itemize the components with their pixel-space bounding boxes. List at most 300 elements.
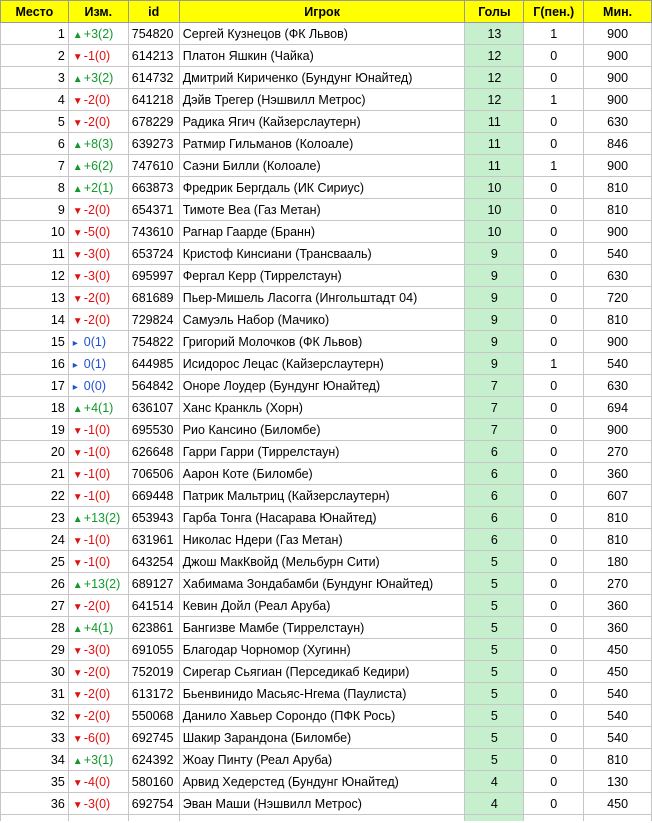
table-row[interactable] <box>1 617 652 639</box>
cell-player[interactable]: Сергей Кузнецов (ФК Львов) <box>179 23 465 45</box>
cell-change[interactable] <box>68 155 128 177</box>
cell-goals[interactable]: 7 <box>465 375 524 397</box>
cell-id[interactable]: 631961 <box>128 529 179 551</box>
cell-change[interactable] <box>68 485 128 507</box>
cell-goals[interactable]: 6 <box>465 463 524 485</box>
table-row[interactable] <box>1 507 652 529</box>
table-row[interactable] <box>1 89 652 111</box>
cell-id[interactable]: 654371 <box>128 199 179 221</box>
cell-id[interactable]: 564842 <box>128 375 179 397</box>
cell-player[interactable]: Джош МакКвойд (Мельбурн Сити) <box>179 551 465 573</box>
table-row[interactable] <box>1 397 652 419</box>
cell-pen[interactable]: 0 <box>524 309 584 331</box>
cell-min[interactable]: 900 <box>584 23 652 45</box>
cell-player[interactable]: Кевин Дойл (Реал Аруба) <box>179 595 465 617</box>
cell-id[interactable]: 752019 <box>128 661 179 683</box>
table-row[interactable] <box>1 727 652 749</box>
cell-player[interactable]: Платон Яшкин (Чайка) <box>179 45 465 67</box>
table-row[interactable] <box>1 375 652 397</box>
cell-change[interactable] <box>68 661 128 683</box>
cell-id[interactable]: 580160 <box>128 771 179 793</box>
cell-player[interactable]: Шакир Зарандона (Биломбе) <box>179 727 465 749</box>
cell-rank[interactable]: 25 <box>1 551 69 573</box>
table-row[interactable] <box>1 133 652 155</box>
cell-pen[interactable]: 0 <box>524 287 584 309</box>
cell-goals[interactable]: 5 <box>465 683 524 705</box>
table-row[interactable] <box>1 551 652 573</box>
cell-pen[interactable]: 1 <box>524 353 584 375</box>
cell-id[interactable]: 689127 <box>128 573 179 595</box>
cell-min[interactable]: 900 <box>584 67 652 89</box>
cell-id[interactable]: 663873 <box>128 177 179 199</box>
cell-player[interactable]: Патрик Мальтриц (Кайзерслаутерн) <box>179 485 465 507</box>
cell-id[interactable]: 653724 <box>128 243 179 265</box>
cell-goals[interactable]: 7 <box>465 419 524 441</box>
cell-change[interactable] <box>68 639 128 661</box>
cell-player[interactable]: Григорий Молочков (ФК Львов) <box>179 331 465 353</box>
cell-goals[interactable]: 4 <box>465 771 524 793</box>
cell-rank[interactable]: 5 <box>1 111 69 133</box>
cell-pen[interactable]: 1 <box>524 23 584 45</box>
cell-min[interactable]: 540 <box>584 705 652 727</box>
cell-rank[interactable]: 21 <box>1 463 69 485</box>
cell-rank[interactable]: 8 <box>1 177 69 199</box>
cell-id[interactable]: 626648 <box>128 441 179 463</box>
cell-rank[interactable]: 24 <box>1 529 69 551</box>
cell-player[interactable]: Исидорос Лецас (Кайзерслаутерн) <box>179 353 465 375</box>
cell-rank[interactable]: 35 <box>1 771 69 793</box>
cell-pen[interactable]: 0 <box>524 375 584 397</box>
cell-min[interactable]: 900 <box>584 331 652 353</box>
cell-goals[interactable]: 4 <box>465 793 524 815</box>
cell-change[interactable] <box>68 749 128 771</box>
cell-player[interactable]: Жоау Пинту (Реал Аруба) <box>179 749 465 771</box>
cell-pen[interactable]: 1 <box>524 89 584 111</box>
cell-player[interactable]: Бангизве Мамбе (Тиррелстаун) <box>179 617 465 639</box>
cell-rank[interactable]: 13 <box>1 287 69 309</box>
cell-pen[interactable]: 0 <box>524 67 584 89</box>
cell-id[interactable]: 614732 <box>128 67 179 89</box>
header-player[interactable]: Игрок <box>179 1 465 23</box>
cell-min[interactable]: 450 <box>584 661 652 683</box>
cell-id[interactable]: 644985 <box>128 353 179 375</box>
table-row[interactable] <box>1 353 652 375</box>
header-rank[interactable]: Место <box>1 1 69 23</box>
cell-rank[interactable]: 19 <box>1 419 69 441</box>
cell-pen[interactable]: 0 <box>524 397 584 419</box>
table-row[interactable] <box>1 639 652 661</box>
cell-min[interactable]: 450 <box>584 639 652 661</box>
table-row[interactable] <box>1 309 652 331</box>
cell-rank[interactable]: 30 <box>1 661 69 683</box>
cell-min[interactable]: 694 <box>584 397 652 419</box>
cell-rank[interactable]: 3 <box>1 67 69 89</box>
cell-player[interactable]: Тимоте Веа (Газ Метан) <box>179 199 465 221</box>
cell-min[interactable]: 810 <box>584 199 652 221</box>
cell-id[interactable]: 691055 <box>128 639 179 661</box>
cell-id[interactable]: 754820 <box>128 23 179 45</box>
cell-goals[interactable]: 5 <box>465 705 524 727</box>
cell-rank[interactable]: 11 <box>1 243 69 265</box>
cell-change[interactable] <box>68 353 128 375</box>
change-value: -2(0) <box>83 598 111 613</box>
header-goals[interactable]: Голы <box>465 1 524 23</box>
cell-pen[interactable]: 0 <box>524 595 584 617</box>
cell-change[interactable] <box>68 375 128 397</box>
cell-id[interactable]: 643254 <box>128 551 179 573</box>
table-row[interactable] <box>1 529 652 551</box>
cell-min[interactable]: 900 <box>584 89 652 111</box>
cell-change[interactable] <box>68 573 128 595</box>
cell-rank[interactable]: 17 <box>1 375 69 397</box>
cell-id[interactable]: 613172 <box>128 683 179 705</box>
cell-id[interactable]: 681689 <box>128 287 179 309</box>
table-row[interactable] <box>1 441 652 463</box>
cell-change[interactable] <box>68 265 128 287</box>
cell-player[interactable]: Николас Ндери (Газ Метан) <box>179 529 465 551</box>
cell-change[interactable] <box>68 243 128 265</box>
cell-player[interactable]: Гарри Гарри (Тиррелстаун) <box>179 441 465 463</box>
table-row[interactable] <box>1 749 652 771</box>
cell-id[interactable]: 614213 <box>128 45 179 67</box>
cell-goals[interactable]: 9 <box>465 243 524 265</box>
cell-change[interactable] <box>68 89 128 111</box>
cell-rank[interactable]: 27 <box>1 595 69 617</box>
cell-min[interactable]: 810 <box>584 309 652 331</box>
cell-player[interactable]: Ханс Кранкль (Хорн) <box>179 397 465 419</box>
cell-goals[interactable]: 10 <box>465 177 524 199</box>
cell-goals[interactable]: 9 <box>465 331 524 353</box>
cell-goals[interactable]: 11 <box>465 133 524 155</box>
cell-pen[interactable]: 0 <box>524 507 584 529</box>
cell-rank[interactable]: 16 <box>1 353 69 375</box>
cell-goals[interactable]: 5 <box>465 595 524 617</box>
cell-player[interactable]: Хабимама Зондабамби (Бундунг Юнайтед) <box>179 573 465 595</box>
table-row[interactable] <box>1 705 652 727</box>
cell-id[interactable]: 550068 <box>128 705 179 727</box>
cell-pen[interactable]: 0 <box>524 727 584 749</box>
cell-id[interactable]: 636107 <box>128 397 179 419</box>
cell-rank[interactable]: 34 <box>1 749 69 771</box>
cell-pen[interactable]: 0 <box>524 573 584 595</box>
cell-min[interactable]: 900 <box>584 419 652 441</box>
cell-id[interactable]: 669448 <box>128 485 179 507</box>
cell-goals[interactable]: 5 <box>465 551 524 573</box>
cell-player[interactable]: Фергал Керр (Тиррелстаун) <box>179 265 465 287</box>
table-row[interactable] <box>1 573 652 595</box>
cell-id[interactable]: 692745 <box>128 727 179 749</box>
cell-goals[interactable]: 11 <box>465 111 524 133</box>
cell-change[interactable] <box>68 177 128 199</box>
cell-min[interactable]: 360 <box>584 463 652 485</box>
cell-change[interactable] <box>68 221 128 243</box>
cell-goals[interactable]: 9 <box>465 309 524 331</box>
cell-pen[interactable]: 0 <box>524 617 584 639</box>
table-row[interactable] <box>1 111 652 133</box>
cell-rank[interactable]: 10 <box>1 221 69 243</box>
table-row[interactable] <box>1 331 652 353</box>
cell-goals[interactable]: 6 <box>465 441 524 463</box>
table-row[interactable] <box>1 177 652 199</box>
cell-pen[interactable]: 0 <box>524 177 584 199</box>
cell-player[interactable]: Гарба Тонга (Насарава Юнайтед) <box>179 507 465 529</box>
cell-change[interactable] <box>68 705 128 727</box>
table-row[interactable] <box>1 265 652 287</box>
cell-player[interactable]: Самуэль Набор (Мачико) <box>179 309 465 331</box>
cell-change[interactable] <box>68 617 128 639</box>
cell-pen[interactable]: 1 <box>524 155 584 177</box>
cell-id[interactable]: 653943 <box>128 507 179 529</box>
cell-rank[interactable]: 36 <box>1 793 69 815</box>
cell-pen[interactable]: 0 <box>524 749 584 771</box>
cell-id[interactable]: 641514 <box>128 595 179 617</box>
cell-pen[interactable]: 0 <box>524 529 584 551</box>
change-value: -5(0) <box>83 224 111 239</box>
cell-rank[interactable]: 15 <box>1 331 69 353</box>
cell-min[interactable]: 810 <box>584 177 652 199</box>
cell-min[interactable]: 846 <box>584 133 652 155</box>
cell-min[interactable]: 810 <box>584 507 652 529</box>
cell-player[interactable]: Оноре Лоудер (Бундунг Юнайтед) <box>179 375 465 397</box>
cell-rank[interactable]: 4 <box>1 89 69 111</box>
cell-player[interactable]: Саэни Билли (Колоале) <box>179 155 465 177</box>
cell-min[interactable]: 180 <box>584 551 652 573</box>
cell-id[interactable]: 639273 <box>128 133 179 155</box>
cell-goals[interactable]: 12 <box>465 89 524 111</box>
cell-player[interactable]: Рагнар Гаарде (Бранн) <box>179 221 465 243</box>
cell-id[interactable]: 695997 <box>128 265 179 287</box>
cell-rank[interactable]: 2 <box>1 45 69 67</box>
cell-min[interactable]: 900 <box>584 45 652 67</box>
table-row[interactable] <box>1 23 652 45</box>
table-row[interactable] <box>1 67 652 89</box>
cell-min[interactable]: 810 <box>584 749 652 771</box>
cell-min[interactable]: 540 <box>584 683 652 705</box>
cell-pen[interactable]: 0 <box>524 133 584 155</box>
cell-goals[interactable]: 9 <box>465 265 524 287</box>
cell-id[interactable]: 743610 <box>128 221 179 243</box>
cell-id[interactable]: 641218 <box>128 89 179 111</box>
cell-pen[interactable]: 0 <box>524 661 584 683</box>
cell-change[interactable] <box>68 287 128 309</box>
cell-id[interactable]: 623861 <box>128 617 179 639</box>
cell-pen[interactable]: 0 <box>524 793 584 815</box>
cell-rank[interactable]: 32 <box>1 705 69 727</box>
cell-goals[interactable]: 10 <box>465 221 524 243</box>
cell-rank[interactable]: 31 <box>1 683 69 705</box>
cell-goals[interactable]: 7 <box>465 397 524 419</box>
cell-change[interactable] <box>68 133 128 155</box>
cell-rank[interactable]: 28 <box>1 617 69 639</box>
table-row[interactable] <box>1 683 652 705</box>
cell-change[interactable] <box>68 23 128 45</box>
cell-change[interactable] <box>68 441 128 463</box>
cell-min[interactable]: 630 <box>584 265 652 287</box>
cell-goals[interactable]: 11 <box>465 155 524 177</box>
cell-id[interactable]: 624392 <box>128 749 179 771</box>
cell-goals[interactable]: 5 <box>465 573 524 595</box>
cell-min[interactable]: 720 <box>584 287 652 309</box>
cell-change[interactable] <box>68 529 128 551</box>
cell-player[interactable]: Пьер-Мишель Ласогга (Ингольштадт 04) <box>179 287 465 309</box>
cell-id[interactable]: 678229 <box>128 111 179 133</box>
table-row[interactable] <box>1 661 652 683</box>
cell-min[interactable]: 630 <box>584 375 652 397</box>
header-pen[interactable]: Г(пен.) <box>524 1 584 23</box>
table-row[interactable] <box>1 221 652 243</box>
cell-player[interactable]: Радика Ягич (Кайзерслаутерн) <box>179 111 465 133</box>
cell-change[interactable] <box>68 551 128 573</box>
cell-pen[interactable]: 0 <box>524 243 584 265</box>
cell-min[interactable]: 540 <box>584 243 652 265</box>
cell-rank[interactable]: 12 <box>1 265 69 287</box>
header-change[interactable]: Изм. <box>68 1 128 23</box>
cell-pen[interactable]: 0 <box>524 199 584 221</box>
table-row[interactable] <box>1 287 652 309</box>
cell-pen[interactable]: 0 <box>524 705 584 727</box>
cell-player[interactable]: Бьенвинидо Масьяс-Нгема (Паулиста) <box>179 683 465 705</box>
cell-rank[interactable]: 9 <box>1 199 69 221</box>
cell-pen[interactable]: 0 <box>524 683 584 705</box>
cell-change[interactable] <box>68 793 128 815</box>
cell-min[interactable]: 540 <box>584 353 652 375</box>
cell-min[interactable]: 270 <box>584 441 652 463</box>
header-min[interactable]: Мин. <box>584 1 652 23</box>
cell-player[interactable]: Ратмир Гильманов (Колоале) <box>179 133 465 155</box>
cell-goals[interactable]: 13 <box>465 23 524 45</box>
cell-pen[interactable]: 0 <box>524 419 584 441</box>
cell-id[interactable]: 729824 <box>128 309 179 331</box>
change-value: +2(1) <box>83 180 114 195</box>
cell-change[interactable] <box>68 45 128 67</box>
table-row[interactable] <box>1 243 652 265</box>
cell-change[interactable] <box>68 199 128 221</box>
cell-player[interactable]: Рио Кансино (Биломбе) <box>179 419 465 441</box>
cell-id[interactable]: 706506 <box>128 463 179 485</box>
cell-change[interactable] <box>68 507 128 529</box>
change-value: 0(1) <box>83 356 107 371</box>
cell-change[interactable] <box>68 67 128 89</box>
cell-pen[interactable]: 0 <box>524 111 584 133</box>
cell-id[interactable]: 747610 <box>128 155 179 177</box>
cell-pen[interactable]: 0 <box>524 265 584 287</box>
arrow-up-icon: ▲ <box>72 579 83 591</box>
cell-pen[interactable]: 0 <box>524 331 584 353</box>
cell-pen[interactable]: 0 <box>524 771 584 793</box>
table-row[interactable] <box>1 199 652 221</box>
header-id[interactable]: id <box>128 1 179 23</box>
cell-player[interactable]: Аарон Коте (Биломбе) <box>179 463 465 485</box>
cell-min[interactable]: 630 <box>584 111 652 133</box>
cell-player[interactable]: Благодар Чорномор (Хугинн) <box>179 639 465 661</box>
table-row[interactable] <box>1 793 652 815</box>
cell-player[interactable]: Кристоф Кинсиани (Трансвааль) <box>179 243 465 265</box>
cell-player[interactable]: Данило Хавьер Сорондо (ПФК Рось) <box>179 705 465 727</box>
cell-rank[interactable]: 7 <box>1 155 69 177</box>
cell-change[interactable] <box>68 595 128 617</box>
cell-goals[interactable]: 5 <box>465 617 524 639</box>
cell-change[interactable] <box>68 309 128 331</box>
cell-goals[interactable]: 5 <box>465 727 524 749</box>
cell-pen[interactable]: 0 <box>524 463 584 485</box>
cell-goals[interactable]: 5 <box>465 639 524 661</box>
cell-pen[interactable]: 0 <box>524 45 584 67</box>
cell-rank[interactable]: 1 <box>1 23 69 45</box>
table-row[interactable] <box>1 45 652 67</box>
cell-player[interactable]: Сирегар Сьягиан (Перседикаб Кедири) <box>179 661 465 683</box>
cell-rank[interactable]: 22 <box>1 485 69 507</box>
cell-min[interactable]: 270 <box>584 573 652 595</box>
cell-goals[interactable]: 10 <box>465 199 524 221</box>
cell-min[interactable]: 810 <box>584 529 652 551</box>
cell-player[interactable]: Дэйв Трегер (Нэшвилл Метрос) <box>179 89 465 111</box>
table-row[interactable] <box>1 419 652 441</box>
cell-change[interactable] <box>68 463 128 485</box>
cell-min[interactable]: 540 <box>584 727 652 749</box>
cell-pen[interactable]: 0 <box>524 221 584 243</box>
cell-goals[interactable]: 5 <box>465 661 524 683</box>
cell-goals[interactable]: 6 <box>465 529 524 551</box>
cell-min[interactable]: 360 <box>584 595 652 617</box>
cell-goals[interactable]: 12 <box>465 67 524 89</box>
cell-change[interactable] <box>68 771 128 793</box>
cell-change[interactable] <box>68 111 128 133</box>
cell-id[interactable]: 692754 <box>128 793 179 815</box>
cell-player[interactable]: Эван Маши (Нэшвилл Метрос) <box>179 793 465 815</box>
cell-min[interactable]: 450 <box>584 793 652 815</box>
cell-goals[interactable]: 5 <box>465 749 524 771</box>
cell-goals[interactable]: 9 <box>465 287 524 309</box>
cell-player[interactable]: Фредрик Бергдаль (ИК Сириус) <box>179 177 465 199</box>
cell-rank[interactable]: 18 <box>1 397 69 419</box>
table-row[interactable] <box>1 155 652 177</box>
cell-rank[interactable]: 6 <box>1 133 69 155</box>
cell-rank[interactable]: 20 <box>1 441 69 463</box>
cell-goals[interactable]: 6 <box>465 507 524 529</box>
cell-rank[interactable]: 14 <box>1 309 69 331</box>
cell-change[interactable] <box>68 419 128 441</box>
cell-pen[interactable]: 0 <box>524 639 584 661</box>
cell-change[interactable] <box>68 331 128 353</box>
cell-id[interactable]: 695530 <box>128 419 179 441</box>
cell-goals[interactable]: 12 <box>465 45 524 67</box>
cell-rank[interactable]: 29 <box>1 639 69 661</box>
cell-id[interactable]: 754822 <box>128 331 179 353</box>
cell-change[interactable] <box>68 727 128 749</box>
table-row[interactable] <box>1 463 652 485</box>
cell-player[interactable]: Дмитрий Кириченко (Бундунг Юнайтед) <box>179 67 465 89</box>
cell-rank[interactable]: 23 <box>1 507 69 529</box>
cell-goals[interactable]: 6 <box>465 485 524 507</box>
cell-player[interactable]: Арвид Хедерстед (Бундунг Юнайтед) <box>179 771 465 793</box>
cell-min[interactable]: 360 <box>584 617 652 639</box>
cell-goals[interactable]: 9 <box>465 353 524 375</box>
cell-rank[interactable]: 26 <box>1 573 69 595</box>
table-row[interactable] <box>1 771 652 793</box>
cell-min[interactable]: 900 <box>584 155 652 177</box>
table-row[interactable] <box>1 595 652 617</box>
cell-pen[interactable]: 0 <box>524 485 584 507</box>
cell-pen[interactable]: 0 <box>524 441 584 463</box>
cell-min[interactable]: 130 <box>584 771 652 793</box>
cell-min[interactable]: 900 <box>584 221 652 243</box>
cell-change[interactable] <box>68 683 128 705</box>
cell-change[interactable] <box>68 397 128 419</box>
cell-pen[interactable]: 0 <box>524 551 584 573</box>
cell-rank[interactable]: 33 <box>1 727 69 749</box>
cell-min[interactable]: 607 <box>584 485 652 507</box>
table-row[interactable] <box>1 485 652 507</box>
